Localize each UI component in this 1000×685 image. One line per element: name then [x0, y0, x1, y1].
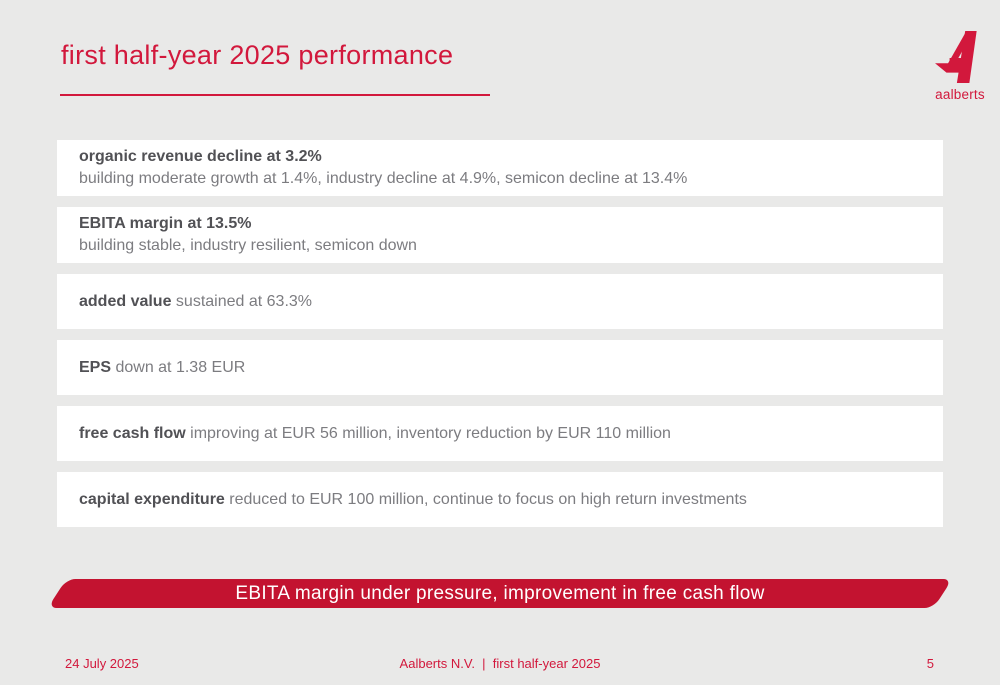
row-heading: capital expenditure reduced to EUR 100 million, continue to focus on high return investments: [79, 490, 747, 508]
footer-company-title: Aalberts N.V. | first half-year 2025: [399, 656, 601, 671]
summary-banner: [48, 579, 953, 608]
row-heading: organic revenue decline at 3.2%: [79, 148, 322, 165]
row-heading: EPS down at 1.38 EUR: [79, 358, 246, 376]
footer-date: 24 July 2025: [65, 656, 139, 671]
title-underline: [60, 94, 490, 96]
row-heading: free cash flow improving at EUR 56 million, inventory reduction by EUR 110 million: [79, 424, 671, 442]
row-heading: added value sustained at 63.3%: [79, 292, 313, 310]
aalberts-a-icon: [928, 28, 992, 86]
highlight-rows: [57, 140, 943, 538]
aalberts-logo: [928, 28, 992, 102]
highlight-row-added-value: [57, 274, 943, 329]
row-heading: EBITA margin at 13.5%: [79, 215, 252, 232]
highlight-row-free-cash-flow: [57, 406, 943, 461]
footer-page-number: 5: [926, 656, 934, 671]
highlight-row-ebita-margin: [57, 207, 943, 263]
page-title: first half-year 2025 performance: [61, 40, 454, 70]
highlight-row-capital-expenditure: [57, 472, 943, 527]
summary-banner-text: EBITA margin under pressure, improvement in free cash flow: [235, 583, 765, 604]
row-detail: building moderate growth at 1.4%, industry decline at 4.9%, semicon decline at 13.4%: [79, 170, 688, 187]
highlight-row-organic-revenue: [57, 140, 943, 196]
aalberts-wordmark: aalberts: [935, 87, 985, 102]
row-detail: building stable, industry resilient, semicon down: [79, 237, 417, 254]
highlight-row-eps: [57, 340, 943, 395]
